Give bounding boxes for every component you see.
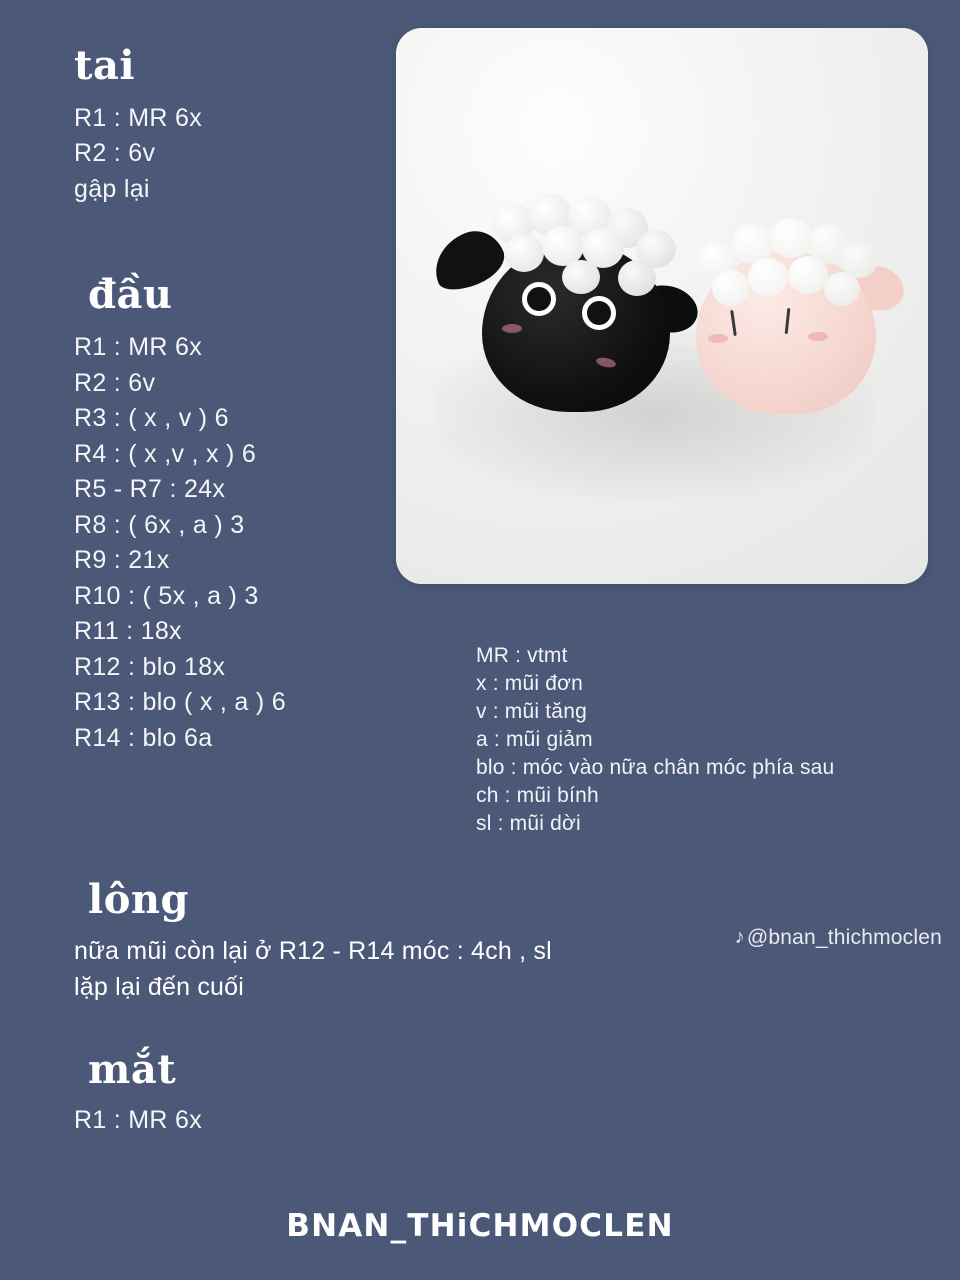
abbreviation-legend — [476, 642, 834, 837]
footer-handle: BNAN_THiCHMOCLEN — [286, 1208, 674, 1244]
section-title-dau: đầu — [88, 271, 173, 319]
pattern-row: R11 : 18x — [74, 617, 182, 646]
legend-item: MR : vtmt — [476, 644, 568, 667]
black-sheep-cheek-left — [502, 324, 522, 333]
wool-puff — [712, 270, 750, 306]
section-rows-tai — [74, 101, 404, 208]
pattern-row: R3 : ( x , v ) 6 — [74, 404, 229, 433]
legend-item: ch : mũi bính — [476, 783, 599, 807]
tiktok-handle: @bnan_thichmoclen — [746, 926, 942, 949]
section-dau — [74, 273, 404, 756]
section-tai — [74, 44, 404, 207]
black-sheep-eye-right — [582, 296, 616, 330]
pattern-row: lặp lại đến cuối — [74, 973, 244, 1002]
wool-puff — [824, 272, 860, 306]
wool-puff — [562, 260, 600, 294]
section-rows-dau — [74, 330, 404, 756]
pattern-row: R9 : 21x — [74, 546, 170, 575]
wool-puff — [788, 256, 828, 294]
pattern-row: R5 - R7 : 24x — [74, 475, 226, 504]
section-long — [74, 878, 894, 1005]
pink-sheep-cheek-left — [708, 334, 728, 343]
section-rows-mat — [74, 1103, 202, 1139]
wool-puff — [770, 218, 812, 258]
legend-item: sl : mũi dời — [476, 811, 581, 835]
legend-item: x : mũi đơn — [476, 671, 584, 695]
pattern-row: R13 : blo ( x , a ) 6 — [74, 688, 286, 717]
pattern-row: gập lại — [74, 174, 150, 203]
pattern-left-column — [74, 44, 404, 756]
pink-sheep-cheek-right — [808, 332, 828, 341]
section-title-long: lông — [88, 876, 189, 923]
pattern-row: R8 : ( 6x , a ) 3 — [74, 510, 245, 539]
tiktok-icon: ♪ — [734, 926, 745, 948]
pattern-row: R1 : MR 6x — [74, 333, 203, 362]
crochet-sheep-photo — [396, 28, 928, 584]
black-sheep-eye-left — [522, 282, 556, 316]
pattern-row: R10 : ( 5x , a ) 3 — [74, 581, 259, 610]
photo-background — [396, 28, 928, 584]
pattern-row: R1 : MR 6x — [74, 1105, 203, 1134]
pattern-row: R14 : blo 6a — [74, 723, 213, 752]
section-title-mat: mắt — [88, 1046, 177, 1093]
pattern-row: R4 : ( x ,v , x ) 6 — [74, 439, 257, 468]
pattern-row: R12 : blo 18x — [74, 652, 226, 681]
section-title-tai: tai — [74, 42, 136, 89]
pattern-row: R2 : 6v — [74, 139, 156, 168]
wool-puff — [748, 258, 788, 296]
legend-item: v : mũi tăng — [476, 699, 587, 723]
wool-puff — [618, 260, 656, 296]
section-rows-long — [74, 933, 894, 1006]
pattern-row: R1 : MR 6x — [74, 103, 203, 132]
section-mat — [74, 1048, 202, 1138]
pattern-row: nữa mũi còn lại ở R12 - R14 móc : 4ch , sl — [74, 936, 552, 965]
wool-puff — [504, 234, 544, 272]
pattern-row: R2 : 6v — [74, 368, 156, 397]
legend-item: a : mũi giảm — [476, 727, 593, 751]
legend-item: blo : móc vào nữa chân móc phía sau — [476, 755, 835, 779]
